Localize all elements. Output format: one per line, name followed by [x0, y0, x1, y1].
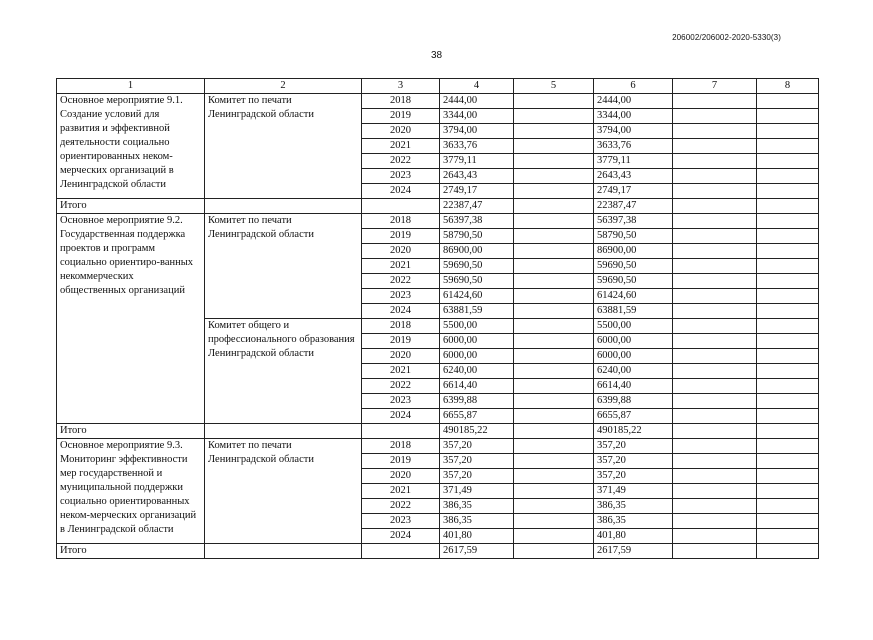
column-7-cell — [673, 169, 757, 184]
column-7-cell — [673, 304, 757, 319]
column-7-cell — [673, 394, 757, 409]
amount-total-cell: 357,20 — [440, 469, 514, 484]
amount-total-cell: 357,20 — [440, 439, 514, 454]
amount-total-cell: 401,80 — [440, 529, 514, 544]
column-8-cell — [757, 289, 819, 304]
empty-cell — [757, 199, 819, 214]
column-7-cell — [673, 514, 757, 529]
total-label: Итого — [57, 199, 205, 214]
total-label: Итого — [57, 424, 205, 439]
year-cell: 2024 — [362, 184, 440, 199]
column-8-cell — [757, 274, 819, 289]
amount-regional-cell: 357,20 — [594, 439, 673, 454]
amount-total-cell: 58790,50 — [440, 229, 514, 244]
column-8-cell — [757, 439, 819, 454]
column-7-cell — [673, 364, 757, 379]
total-amount-cell: 2617,59 — [440, 544, 514, 559]
amount-regional-cell: 6240,00 — [594, 364, 673, 379]
column-5-cell — [514, 484, 594, 499]
empty-cell — [514, 544, 594, 559]
column-7-cell — [673, 259, 757, 274]
year-cell: 2018 — [362, 214, 440, 229]
year-cell: 2020 — [362, 349, 440, 364]
amount-total-cell: 3633,76 — [440, 139, 514, 154]
year-cell: 2024 — [362, 409, 440, 424]
table-body — [57, 94, 819, 559]
amount-regional-cell: 6000,00 — [594, 334, 673, 349]
year-cell: 2021 — [362, 364, 440, 379]
committee-cell: Комитет по печати Ленинградской области — [205, 439, 362, 544]
empty-cell — [362, 544, 440, 559]
amount-regional-cell: 3344,00 — [594, 109, 673, 124]
column-7-cell — [673, 139, 757, 154]
column-7-cell — [673, 94, 757, 109]
column-5-cell — [514, 139, 594, 154]
measure-cell: Основное мероприятие 9.3. Мониторинг эффективности мер государственной и муниципальной поддержки социально ориентированных неком-мерческих организаций в Ленинградской области — [57, 439, 205, 544]
year-cell: 2021 — [362, 139, 440, 154]
column-header: 2 — [205, 79, 362, 94]
amount-total-cell: 6655,87 — [440, 409, 514, 424]
column-5-cell — [514, 529, 594, 544]
amount-total-cell: 6614,40 — [440, 379, 514, 394]
year-cell: 2019 — [362, 454, 440, 469]
amount-regional-cell: 6614,40 — [594, 379, 673, 394]
amount-regional-cell: 371,49 — [594, 484, 673, 499]
amount-regional-cell: 6399,88 — [594, 394, 673, 409]
year-cell: 2022 — [362, 274, 440, 289]
column-7-cell — [673, 109, 757, 124]
column-8-cell — [757, 229, 819, 244]
column-8-cell — [757, 514, 819, 529]
year-cell: 2021 — [362, 484, 440, 499]
empty-cell — [514, 199, 594, 214]
amount-total-cell: 6240,00 — [440, 364, 514, 379]
total-row — [57, 199, 819, 214]
column-7-cell — [673, 334, 757, 349]
amount-regional-cell: 386,35 — [594, 499, 673, 514]
year-cell: 2021 — [362, 259, 440, 274]
amount-regional-cell: 2444,00 — [594, 94, 673, 109]
column-8-cell — [757, 304, 819, 319]
year-cell: 2023 — [362, 169, 440, 184]
year-cell: 2023 — [362, 394, 440, 409]
amount-total-cell: 386,35 — [440, 514, 514, 529]
column-header: 5 — [514, 79, 594, 94]
column-8-cell — [757, 394, 819, 409]
column-8-cell — [757, 124, 819, 139]
committee-cell: Комитет по печати Ленинградской области — [205, 94, 362, 199]
column-5-cell — [514, 259, 594, 274]
total-regional-cell: 22387,47 — [594, 199, 673, 214]
amount-total-cell: 56397,38 — [440, 214, 514, 229]
total-amount-cell: 22387,47 — [440, 199, 514, 214]
column-7-cell — [673, 184, 757, 199]
column-5-cell — [514, 349, 594, 364]
committee-cell: Комитет общего и профессионального образования Ленинградской области — [205, 319, 362, 424]
year-cell: 2020 — [362, 244, 440, 259]
total-row — [57, 544, 819, 559]
column-5-cell — [514, 274, 594, 289]
empty-cell — [673, 424, 757, 439]
empty-cell — [757, 544, 819, 559]
empty-cell — [205, 199, 362, 214]
amount-regional-cell: 3794,00 — [594, 124, 673, 139]
amount-regional-cell: 2749,17 — [594, 184, 673, 199]
column-7-cell — [673, 454, 757, 469]
column-5-cell — [514, 364, 594, 379]
column-8-cell — [757, 484, 819, 499]
column-5-cell — [514, 379, 594, 394]
table-row — [57, 439, 819, 454]
column-7-cell — [673, 499, 757, 514]
amount-total-cell: 6000,00 — [440, 334, 514, 349]
empty-cell — [362, 424, 440, 439]
amount-regional-cell: 58790,50 — [594, 229, 673, 244]
column-7-cell — [673, 229, 757, 244]
year-cell: 2018 — [362, 94, 440, 109]
column-7-cell — [673, 244, 757, 259]
column-header: 7 — [673, 79, 757, 94]
column-5-cell — [514, 454, 594, 469]
committee-cell: Комитет по печати Ленинградской области — [205, 214, 362, 319]
column-5-cell — [514, 394, 594, 409]
column-5-cell — [514, 214, 594, 229]
year-cell: 2023 — [362, 514, 440, 529]
column-8-cell — [757, 244, 819, 259]
column-8-cell — [757, 319, 819, 334]
column-8-cell — [757, 259, 819, 274]
measure-cell: Основное мероприятие 9.2. Государственная поддержка проектов и программ социально ориентиро-ванных некоммерческих общественных организаций — [57, 214, 205, 424]
column-8-cell — [757, 184, 819, 199]
amount-total-cell: 3344,00 — [440, 109, 514, 124]
column-7-cell — [673, 274, 757, 289]
empty-cell — [757, 424, 819, 439]
column-8-cell — [757, 169, 819, 184]
column-8-cell — [757, 139, 819, 154]
amount-total-cell: 86900,00 — [440, 244, 514, 259]
amount-regional-cell: 86900,00 — [594, 244, 673, 259]
amount-regional-cell: 59690,50 — [594, 259, 673, 274]
column-8-cell — [757, 409, 819, 424]
column-8-cell — [757, 154, 819, 169]
total-label: Итого — [57, 544, 205, 559]
column-7-cell — [673, 409, 757, 424]
column-7-cell — [673, 154, 757, 169]
column-8-cell — [757, 379, 819, 394]
amount-regional-cell: 357,20 — [594, 469, 673, 484]
column-header: 4 — [440, 79, 514, 94]
column-7-cell — [673, 289, 757, 304]
column-8-cell — [757, 499, 819, 514]
column-5-cell — [514, 304, 594, 319]
column-5-cell — [514, 469, 594, 484]
year-cell: 2018 — [362, 439, 440, 454]
column-7-cell — [673, 469, 757, 484]
column-8-cell — [757, 214, 819, 229]
year-cell: 2018 — [362, 319, 440, 334]
amount-total-cell: 6000,00 — [440, 349, 514, 364]
column-5-cell — [514, 514, 594, 529]
column-5-cell — [514, 184, 594, 199]
amount-total-cell: 2444,00 — [440, 94, 514, 109]
empty-cell — [514, 424, 594, 439]
empty-cell — [205, 424, 362, 439]
column-7-cell — [673, 439, 757, 454]
year-cell: 2020 — [362, 469, 440, 484]
amount-regional-cell: 401,80 — [594, 529, 673, 544]
column-5-cell — [514, 439, 594, 454]
amount-total-cell: 386,35 — [440, 499, 514, 514]
amount-total-cell: 61424,60 — [440, 289, 514, 304]
total-amount-cell: 490185,22 — [440, 424, 514, 439]
column-header: 6 — [594, 79, 673, 94]
year-cell: 2020 — [362, 124, 440, 139]
column-8-cell — [757, 454, 819, 469]
column-8-cell — [757, 349, 819, 364]
amount-regional-cell: 357,20 — [594, 454, 673, 469]
column-5-cell — [514, 94, 594, 109]
column-7-cell — [673, 529, 757, 544]
column-5-cell — [514, 244, 594, 259]
amount-regional-cell: 5500,00 — [594, 319, 673, 334]
table-row — [57, 94, 819, 109]
column-7-cell — [673, 379, 757, 394]
column-8-cell — [757, 364, 819, 379]
column-5-cell — [514, 229, 594, 244]
column-8-cell — [757, 469, 819, 484]
column-7-cell — [673, 484, 757, 499]
column-number-row — [57, 79, 819, 94]
page-number: 38 — [430, 50, 443, 61]
column-5-cell — [514, 499, 594, 514]
year-cell: 2023 — [362, 289, 440, 304]
year-cell: 2022 — [362, 499, 440, 514]
amount-total-cell: 2749,17 — [440, 184, 514, 199]
amount-regional-cell: 63881,59 — [594, 304, 673, 319]
year-cell: 2022 — [362, 154, 440, 169]
total-row — [57, 424, 819, 439]
column-7-cell — [673, 319, 757, 334]
amount-total-cell: 59690,50 — [440, 259, 514, 274]
amount-total-cell: 3779,11 — [440, 154, 514, 169]
column-8-cell — [757, 109, 819, 124]
amount-total-cell: 357,20 — [440, 454, 514, 469]
total-regional-cell: 490185,22 — [594, 424, 673, 439]
column-8-cell — [757, 334, 819, 349]
amount-regional-cell: 3779,11 — [594, 154, 673, 169]
column-5-cell — [514, 109, 594, 124]
amount-regional-cell: 386,35 — [594, 514, 673, 529]
empty-cell — [205, 544, 362, 559]
column-7-cell — [673, 124, 757, 139]
amount-regional-cell: 59690,50 — [594, 274, 673, 289]
amount-regional-cell: 3633,76 — [594, 139, 673, 154]
column-5-cell — [514, 169, 594, 184]
year-cell: 2019 — [362, 334, 440, 349]
amount-regional-cell: 2643,43 — [594, 169, 673, 184]
amount-total-cell: 371,49 — [440, 484, 514, 499]
column-header: 8 — [757, 79, 819, 94]
amount-regional-cell: 56397,38 — [594, 214, 673, 229]
column-header: 1 — [57, 79, 205, 94]
column-7-cell — [673, 349, 757, 364]
amount-total-cell: 2643,43 — [440, 169, 514, 184]
column-5-cell — [514, 124, 594, 139]
amount-total-cell: 5500,00 — [440, 319, 514, 334]
amount-regional-cell: 61424,60 — [594, 289, 673, 304]
empty-cell — [362, 199, 440, 214]
table-row — [57, 214, 819, 229]
year-cell: 2022 — [362, 379, 440, 394]
empty-cell — [673, 544, 757, 559]
amount-total-cell: 59690,50 — [440, 274, 514, 289]
budget-table — [56, 78, 819, 559]
column-8-cell — [757, 94, 819, 109]
year-cell: 2024 — [362, 529, 440, 544]
column-5-cell — [514, 319, 594, 334]
amount-total-cell: 3794,00 — [440, 124, 514, 139]
amount-regional-cell: 6655,87 — [594, 409, 673, 424]
column-header: 3 — [362, 79, 440, 94]
document-number: 206002/206002-2020-5330(3) — [672, 33, 781, 42]
measure-cell: Основное мероприятие 9.1. Создание условий для развития и эффективной деятельности социально ориентированных неком-мерческих организаций в Ленинградской области — [57, 94, 205, 199]
column-5-cell — [514, 334, 594, 349]
column-5-cell — [514, 154, 594, 169]
year-cell: 2019 — [362, 229, 440, 244]
amount-total-cell: 6399,88 — [440, 394, 514, 409]
column-5-cell — [514, 289, 594, 304]
year-cell: 2019 — [362, 109, 440, 124]
column-5-cell — [514, 409, 594, 424]
amount-total-cell: 63881,59 — [440, 304, 514, 319]
year-cell: 2024 — [362, 304, 440, 319]
amount-regional-cell: 6000,00 — [594, 349, 673, 364]
column-7-cell — [673, 214, 757, 229]
empty-cell — [673, 199, 757, 214]
total-regional-cell: 2617,59 — [594, 544, 673, 559]
column-8-cell — [757, 529, 819, 544]
